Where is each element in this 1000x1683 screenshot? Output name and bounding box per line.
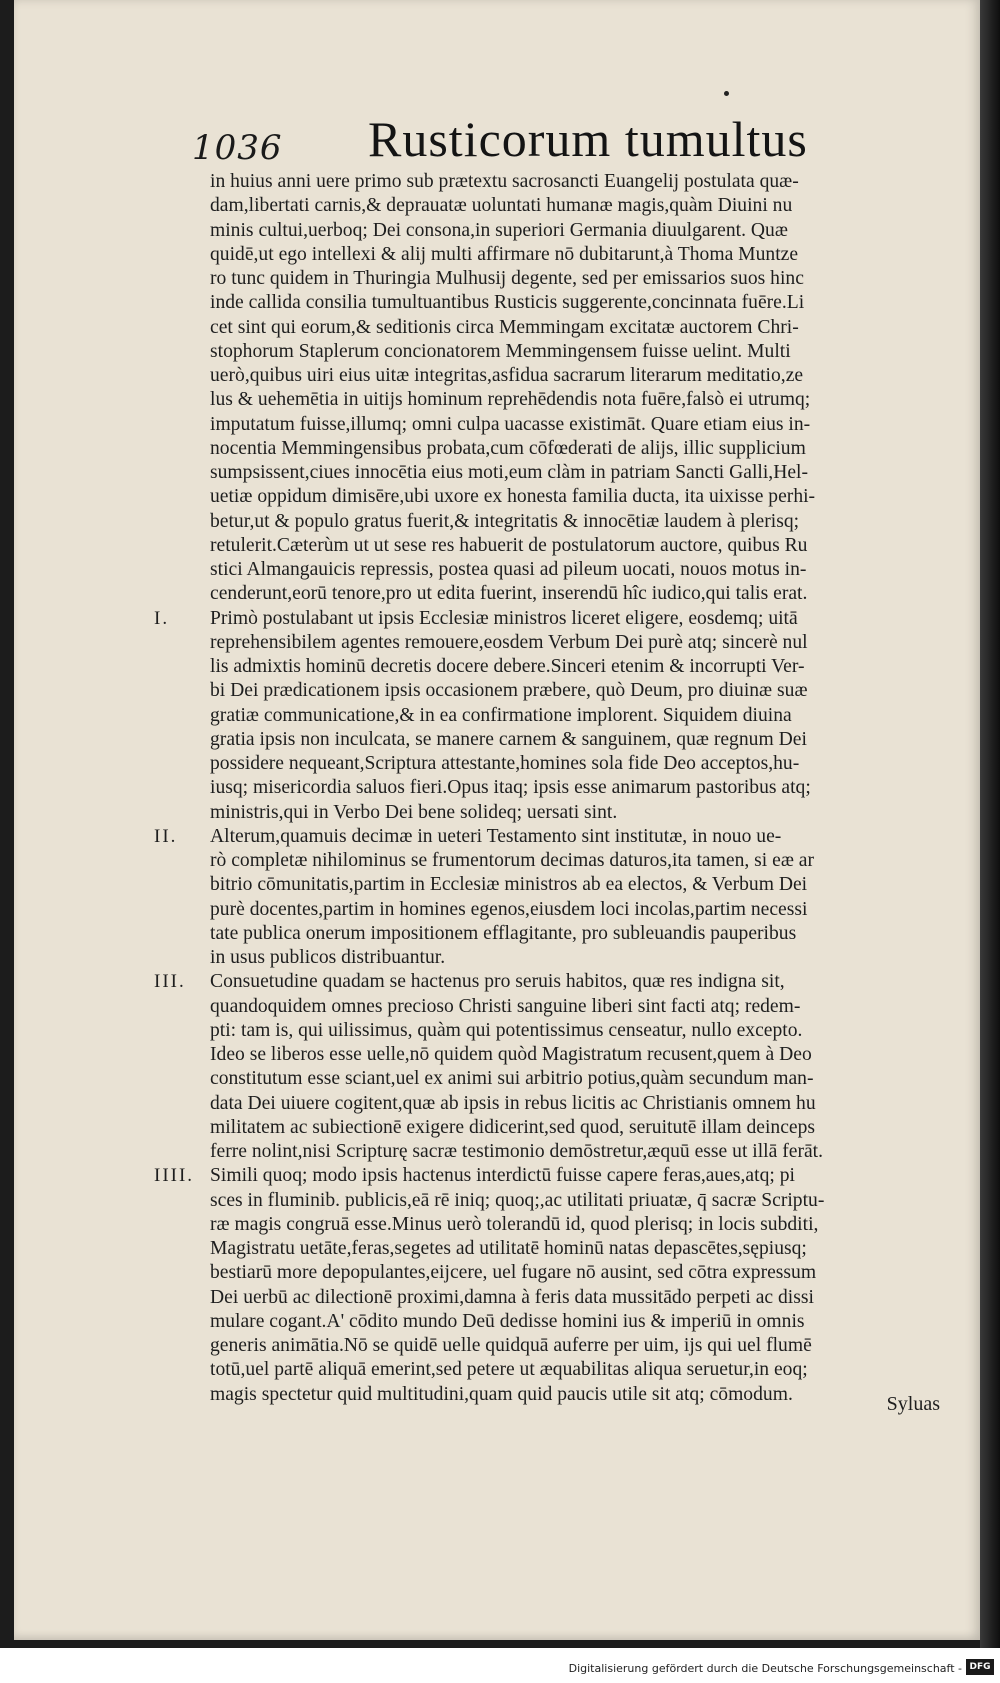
line-text: gratia ipsis non inculcata, se manere carnem & sanguinem, quæ regnum Dei [210, 728, 807, 750]
text-line [154, 607, 940, 631]
line-text: quidē,ut ego intellexi & alij multi affirmare nō dubitarunt,à Thoma Muntze [210, 243, 799, 265]
text-line [210, 752, 940, 776]
line-text: dam,libertati carnis,& deprauatæ uoluntati humanæ magis,quàm Diuini nu [210, 195, 793, 217]
text-line [210, 1116, 940, 1140]
text-line [210, 655, 940, 679]
article-number: IIII. [154, 1165, 195, 1187]
line-text: nocentia Memmingensibus probata,cum cōfœderati de alijs, illic supplicium [210, 437, 806, 459]
line-text: quandoquidem omnes precioso Christi sanguine liberi sint facti atq; redem- [210, 995, 801, 1017]
line-text: totū,uel partē aliquā emerint,sed petere ut æquabilitas aliqua seruetur,in eoq; [210, 1359, 808, 1381]
text-line [210, 1140, 940, 1164]
text-line [210, 437, 940, 461]
body-text [154, 170, 940, 1407]
text-line [210, 267, 940, 291]
article-number: II. [154, 825, 178, 847]
line-text: stici Almangauicis repressis, postea quasi ad pileum uocati, nouos motus in- [210, 559, 807, 580]
line-text: cenderunt,eorū tenore,pro ut edita fuerint, inserendū hîc iudico,qui talis erat. [210, 583, 808, 605]
footer-credit: Digitalisierung gefördert durch die Deutsche Forschungsgemeinschaft - [568, 1662, 962, 1675]
text-line [210, 898, 940, 922]
line-text: lus & uehemētia in uitijs hominum reprehēdendis nota fuēre,falsò ei utrumq; [210, 389, 811, 411]
line-text: data Dei uiuere cogitent,quæ ab ipsis in rebus licitis ac Christianis omnem hu [210, 1092, 816, 1114]
text-line [210, 364, 940, 388]
line-text: sumpsissent,ciues innocētia eius moti,eum clàm in patriam Sancti Galli,Hel- [210, 462, 809, 483]
line-text: ferre nolint,nisi Scripturę sacræ testimonio demōstretur,æquū esse ut illā ferāt. [210, 1141, 824, 1162]
text-line [210, 219, 940, 243]
line-text: retulerit.Cæterùm ut ut sese res habuerit de postulatorum auctore, quibus Ru [210, 534, 808, 556]
text-line [154, 825, 940, 849]
text-line [210, 1213, 940, 1237]
text-line [210, 1189, 940, 1213]
text-line [210, 776, 940, 800]
line-text: in huius anni uere primo sub prætextu sacrosancti Euangelij postulata quæ- [210, 171, 799, 192]
line-text: betur,ut & populo gratus fuerit,& integritatis & innocētiæ laudem à plerisq; [210, 510, 800, 532]
line-text: minis cultui,uerboq; Dei consona,in superiori Germania diuulgarent. Quæ [210, 219, 788, 241]
line-text: uetiæ oppidum dimisēre,ubi uxore ex honesta familia ducta, ita uixisse perhi- [210, 486, 816, 508]
line-text: in usus publicos distribuantur. [210, 947, 446, 968]
text-line [210, 631, 940, 655]
text-line [210, 995, 940, 1019]
line-text: tate publica onerum impositionem efflagitante, pro subleuandis pauperibus [210, 922, 797, 944]
text-line [210, 704, 940, 728]
catchword: Syluas [886, 1393, 940, 1415]
line-text: rò completæ nihilominus se frumentorum decimas daturos,ita tamen, si eæ ar [210, 850, 815, 871]
line-text: bestiarū more depopulantes,eijcere, uel fugare nō ausint, sed cōtra expressum [210, 1262, 817, 1284]
page-number: 1036 [192, 128, 283, 168]
line-text: cet sint qui eorum,& seditionis circa Memmingam excitatæ auctorem Chri- [210, 316, 799, 338]
text-line [210, 801, 940, 825]
text-line [210, 946, 940, 970]
line-text: bitrio cōmunitatis,partim in Ecclesiæ ministros ab ea electos, & Verbum Dei [210, 874, 808, 896]
line-text: gratiæ communicatione,& in ea confirmatione implorent. Siquidem diuina [210, 704, 792, 726]
text-line [210, 582, 940, 606]
text-line [210, 461, 940, 485]
text-line [210, 1237, 940, 1261]
line-text: magis spectetur quid multitudini,quam quid paucis utile sit atq; cōmodum. [210, 1383, 793, 1405]
line-text: Dei uerbū ac dilectionē proximi,damna à feris data mussitādo perpeti ac dissi [210, 1286, 814, 1308]
text-line [210, 534, 940, 558]
text-line [210, 1358, 940, 1382]
text-line [210, 1019, 940, 1043]
line-text: militatem ac subiectionē exigere didicerint,sed quod, seruitutē illam deinceps [210, 1116, 816, 1138]
line-text: lis admixtis hominū decretis docere debere.Sinceri etenim & incorrupti Ver- [210, 656, 805, 677]
line-text: purè docentes,partim in homines egenos,eiusdem loci incolas,partim necessi [210, 898, 808, 920]
line-text: constitutum esse sciant,uel ex animi sui arbitrio potius,quàm secundum man- [210, 1068, 814, 1090]
running-head: Rusticorum tumultus [368, 111, 808, 167]
text-line [210, 291, 940, 315]
text-line [210, 1043, 940, 1067]
text-line [210, 316, 940, 340]
text-line [210, 558, 940, 582]
text-line [210, 1334, 940, 1358]
line-text: Consuetudine quadam se hactenus pro seruis habitos, quæ res indigna sit, [210, 971, 785, 993]
line-text: inde callida consilia tumultuantibus Rusticis suggerente,concinnata fuēre.Li [210, 292, 805, 314]
line-text: ræ magis congruā esse.Minus uerò tolerandū id, quod plerisq; in locis subditi, [210, 1213, 819, 1235]
line-text: pti: tam is, qui uilissimus, quàm qui potentissimus censeatur, nullo excepto. [210, 1019, 803, 1041]
line-text: sces in fluminib. publicis,eā rē iniq; quoq;,ac utilitati priuatæ, q̄ sacræ Scriptu- [210, 1189, 825, 1211]
line-text: Magistratu uetāte,feras,segetes ad utilitatē hominū natas depascētes,sępiusq; [210, 1238, 807, 1259]
line-text: uerò,quibus uiri eius uitæ integritas,asfidua sacrarum literarum meditatio,ze [210, 365, 804, 386]
text-line [210, 728, 940, 752]
line-text: imputatum fuisse,illumq; omni culpa uacasse existimāt. Quare etiam eius in- [210, 413, 811, 435]
page-edge [980, 0, 1000, 1648]
line-text: Ideo se liberos esse uelle,nō quidem quòd Magistratum recusent,quem à Deo [210, 1044, 812, 1065]
text-line [210, 413, 940, 437]
text-line [210, 510, 940, 534]
text-line [210, 873, 940, 897]
text-line [210, 1310, 940, 1334]
line-text: reprehensibilem agentes remouere,eosdem Verbum Dei purè atq; sincerè nul [210, 631, 808, 653]
text-line [210, 1286, 940, 1310]
dfg-logo: DFG [966, 1659, 994, 1675]
text-line [210, 1092, 940, 1116]
line-text: iusq; misericordia saluos fieri.Opus itaq; ipsis esse animarum pastoribus atq; [210, 777, 811, 799]
article-number: I. [154, 607, 170, 629]
text-line [210, 170, 940, 194]
line-text: bi Dei prædicationem ipsis occasionem præbere, quò Deum, pro diuinæ suæ [210, 680, 808, 702]
line-text: ministris,qui in Verbo Dei bene solideq; uersati sint. [210, 801, 618, 823]
text-line [210, 340, 940, 364]
text-line [210, 243, 940, 267]
text-line [210, 679, 940, 703]
line-text: Primò postulabant ut ipsis Ecclesiæ ministros liceret eligere, eosdemq; uitā [210, 607, 798, 629]
text-line [210, 1067, 940, 1091]
ink-dot [724, 91, 729, 96]
line-text: generis animātia.Nō se quidē uelle quidquā auferre per uim, ijs qui uel flumē [210, 1335, 812, 1356]
line-text: possidere nequeant,Scriptura attestante,homines sola fide Deo acceptos,hu- [210, 753, 800, 774]
text-line [210, 194, 940, 218]
text-line [210, 485, 940, 509]
text-line [210, 388, 940, 412]
line-text: Alterum,quamuis decimæ in ueteri Testamento sint institutæ, in nouo ue- [210, 825, 782, 847]
text-line [210, 1261, 940, 1285]
line-text: mulare cogant.A' cōdito mundo Deū dedisse homini ius & imperiū in omnis [210, 1310, 805, 1332]
text-line [154, 1164, 940, 1188]
article-number: III. [154, 971, 186, 993]
text-line [210, 922, 940, 946]
text-line [210, 849, 940, 873]
line-text: stophorum Staplerum concionatorem Memmingensem fuisse uelint. Multi [210, 340, 791, 362]
text-line [154, 970, 940, 994]
line-text: Simili quoq; modo ipsis hactenus interdictū fuisse capere feras,aues,atq; pi [210, 1165, 795, 1187]
text-line [210, 1383, 940, 1407]
line-text: ro tunc quidem in Thuringia Mulhusij degente, sed per emissarios suos hinc [210, 268, 804, 289]
